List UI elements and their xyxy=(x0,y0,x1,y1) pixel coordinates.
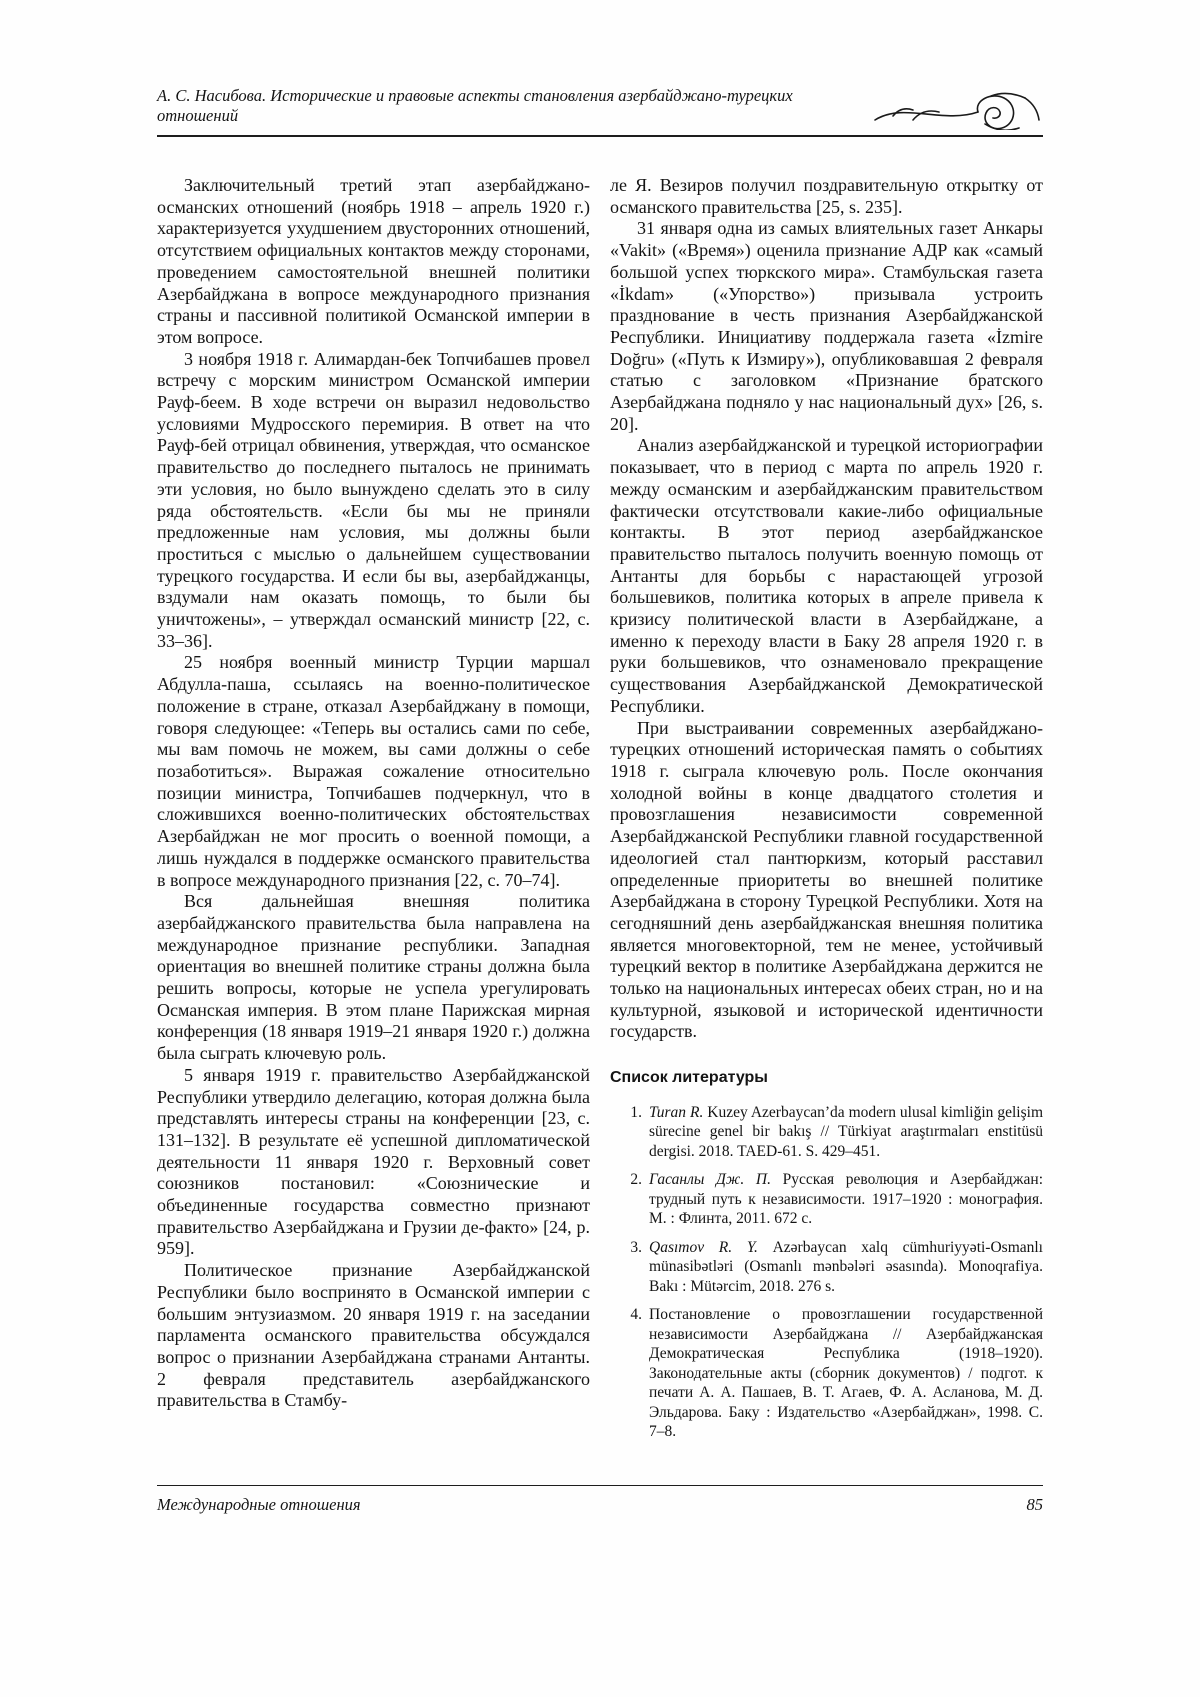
reference-number: 3. xyxy=(630,1238,642,1256)
page-number: 85 xyxy=(1026,1495,1043,1514)
page-header xyxy=(157,86,1043,137)
reference-text xyxy=(649,1103,1043,1162)
paragraph: 3 ноября 1918 г. Алимардан-бек Топчибашев провел встречу с морским министром Османской империи Рауф-беем. В ходе встречи он выразил недовольство условиями Мудросского перемирия. В ответ на что Рауф-бей отрицал обвинения, утверждая, что османское правительство до последнего пыталось не принимать эти условия, но было вынуждено сделать это в силу ряда обстоятельств. «Если бы мы не приняли предложенные нам условия, мы должны были проститься с мыслью о дальнейшем существовании турецкого государства. И если бы вы, азербайджанцы, вздумали нам оказать помощь, то были бы уничтожены», – утверждал османский министр [22, с. 33–36]. xyxy=(157,348,590,651)
reference-text xyxy=(649,1305,1043,1442)
page-footer xyxy=(157,1485,1043,1515)
reference-item xyxy=(610,1103,1043,1162)
reference-item xyxy=(610,1238,1043,1297)
reference-item xyxy=(610,1170,1043,1229)
paragraph: Вся дальнейшая внешняя политика азербайджанского правительства была направлена на международное признание республики. Западная ориентация во внешней политике страны должна была решить вопросы, которые не успела урегулировать Османская империя. В этом плане Парижская мирная конференция (18 января 1919–21 января 1920 г.) должна была сыграть ключевую роль. xyxy=(157,891,590,1064)
flourish-ornament-icon xyxy=(873,90,1043,130)
reference-number: 4. xyxy=(630,1306,642,1324)
paragraph: 5 января 1919 г. правительство Азербайджанской Республики утвердило делегацию, которая должна была представлять интересы страны на конференции [23, с. 131–132]. В результате её успешной дипломатической деятельности 11 января 1920 г. Верховный совет союзников постановил: «Союзнические и объединенные государства совместно признают правительство Азербайджана и Грузии де-факто» [24, p. 959]. xyxy=(157,1064,590,1259)
reference-number: 1. xyxy=(630,1103,642,1121)
article-body xyxy=(157,175,1043,1451)
reference-author: Qasımov R. Y. xyxy=(649,1238,773,1256)
reference-number: 2. xyxy=(630,1171,642,1189)
paragraph: 31 января одна из самых влиятельных газет Анкары «Vakit» («Время») оценила признание АДР как «самый большой успех тюркского мира». Стамбульская газета «İkdam» («Упорство») призывала устроить празднование в честь признания Азербайджанской Республики. Инициативу поддержала газета «İzmire Doğru» («Путь к Измиру»), опубликовавшая 2 февраля статью с заголовком «Признание братского Азербайджана подняло у нас национальный дух» [26, s. 20]. xyxy=(610,218,1043,434)
reference-body-text: Kuzey Azerbaycan’da modern ulusal kimliğin gelişim sürecine genel bir bakış // Türkiyat araştırmaları enstitüsü dergisi. 2018. TAED-61. S. 429–451. xyxy=(649,1103,1043,1160)
paragraph: При выстраивании современных азербайджано-турецких отношений историческая память о событиях 1918 г. сыграла ключевую роль. После окончания холодной войны в конце двадцатого столетия и провозглашения независимости современной Азербайджанской Республики главной государственной идеологией стал пантюркизм, который расставил определенные приоритеты во внешней политике Азербайджана в сторону Турецкой Республики. Хотя на сегодняшний день азербайджанская внешняя политика является многовекторной, тем не менее, устойчивый турецкий вектор в политике Азербайджана держится не только на национальных интересах обеих стран, но и на культурной, языковой и исторической идентичности государств. xyxy=(610,717,1043,1042)
running-head: А. С. Насибова. Исторические и правовые аспекты становления азербайджано-турецких отношений xyxy=(157,86,793,125)
column-left xyxy=(157,175,590,1451)
reference-text xyxy=(649,1238,1043,1297)
paragraph: Политическое признание Азербайджанской Республики было воспринято в Османской империи с большим энтузиазмом. 20 января 1919 г. на заседании парламента османского правительства обсуждался вопрос о признании Азербайджана странами Антанты. 2 февраля представитель азербайджанского правительства в Стамбу- xyxy=(157,1260,590,1411)
footer-section-label: Международные отношения xyxy=(157,1495,361,1514)
reference-text xyxy=(649,1170,1043,1229)
paragraph: ле Я. Везиров получил поздравительную открытку от османского правительства [25, s. 235]. xyxy=(610,175,1043,217)
reference-item xyxy=(610,1305,1043,1442)
reference-body-text: Русская революция и Азербайджан: трудный путь к независимости. 1917–1920 : монография. М. : Флинта, 2011. 672 с. xyxy=(649,1171,1044,1228)
reference-body-text: Azərbaycan xalq cümhuriyyəti-Osmanlı münasibətləri (Osmanlı mənbələri əsasında). Monoqrafiya. Bakı : Mütərcim, 2018. 276 s. xyxy=(649,1238,1043,1295)
reference-author: Turan R. xyxy=(649,1103,708,1121)
column-right xyxy=(610,175,1043,1451)
paragraph: Анализ азербайджанской и турецкой историографии показывает, что в период с марта по апрель 1920 г. между османским и азербайджанским правительством фактически отсутствовали какие-либо официальные контакты. В этот период азербайджанское правительство пыталось получить военную помощь от Антанты для борьбы с нарастающей угрозой большевиков, политика которых в апреле привела к кризису политической власти в Азербайджане, а именно к переходу власти в Баку 28 апреля 1920 г. в руки большевиков, что ознаменовало прекращение существования Азербайджанской Демократической Республики. xyxy=(610,435,1043,716)
paragraph: Заключительный третий этап азербайджано-османских отношений (ноябрь 1918 – апрель 1920 г.) характеризуется ухудшением двусторонних отношений, отсутствием официальных контактов между сторонами, проведением самостоятельной внешней политики Азербайджана в вопросе международного признания страны и пассивной политикой Османской империи в этом вопросе. xyxy=(157,175,590,347)
paragraph: 25 ноября военный министр Турции маршал Абдулла-паша, ссылаясь на военно-политическое положение в стране, отказал Азербайджану в помощи, говоря следующее: «Теперь вы остались сами по себе, мы вам помочь не можем, вы сами должны о себе позаботиться». Выражая сожаление относительно позиции министра, Топчибашев подчеркнул, что в сложившихся военно-политических обстоятельствах Азербайджан не мог просить о военной помощи, а лишь нуждался в поддержке османского правительства в вопросе международного признания [22, с. 70–74]. xyxy=(157,652,590,890)
reference-author: Гасанлы Дж. П. xyxy=(649,1171,783,1189)
references-heading: Список литературы xyxy=(610,1069,768,1087)
reference-body-text: Постановление о провозглашении государственной независимости Азербайджана // Азербайджанская Демократическая Республика (1918–1920). Законодательные акты (сборник документов) / подгот. к печати А. А. Пашаев, В. Т. Агаев, Ф. А. Асланова, М. Д. Эльдарова. Баку : Издательство «Азербайджан», 1998. С. 7–8. xyxy=(649,1306,1043,1441)
